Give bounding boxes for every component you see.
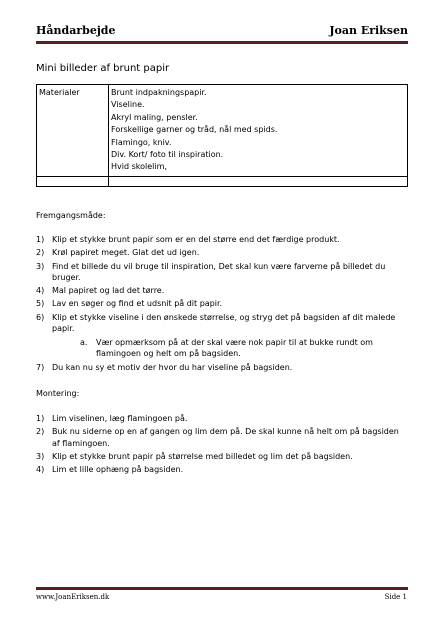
step-number: 3) [36,261,45,271]
materials-list [109,85,408,177]
material-item: Viseline. [111,100,145,110]
step-text: Klip et stykke viseline i den ønskede størrelse, og stryg det på bagsiden af dit malede papir. [52,312,396,333]
footer-page-number: Side 1 [384,593,407,601]
procedure-steps [36,234,408,375]
step-text: Krøl papiret meget. Glat det ud igen. [52,248,200,258]
step-text: Mal papiret og lad det tørre. [52,286,165,296]
procedure-step [36,247,408,258]
step-number: 1) [36,414,45,423]
header-author: Joan Eriksen [329,24,408,37]
step-text: Buk nu siderne op en af gangen og lim dem på. De skal kunne nå helt om på bagsiden af flamingoen. [52,427,399,448]
step-text: Find et billede du vil bruge til inspiration, Det skal kun være farverne på billedet du bruger. [52,261,386,282]
procedure-step [36,261,408,283]
procedure-step [36,312,408,334]
procedure-step [36,285,408,296]
step-number: 6) [36,312,45,322]
empty-cell [37,176,109,186]
page-header [36,24,408,40]
mounting-step [36,426,408,448]
procedure-step [36,234,408,245]
step-number: 1) [36,235,45,244]
mounting-heading: Montering: [36,389,80,398]
materials-table [36,84,408,187]
materials-row [37,85,408,177]
step-number: 4) [36,286,45,296]
materials-label: Materialer [37,85,109,177]
procedure-step [36,298,408,309]
material-item: Div. Kort/ foto til inspiration. [111,150,224,160]
material-item: Forskellige garner og tråd, nål med spids. [111,125,278,135]
step-text: Klip et stykke brunt papir som er en del større end det færdige produkt. [52,235,340,244]
step-number: 2) [36,427,45,437]
step-number: 4) [36,465,45,475]
material-item: Brunt indpakningspapir. [111,88,207,97]
procedure-step [36,362,408,373]
step-text: Lav en søger og find et udsnit på dit papir. [52,299,223,309]
document-title: Mini billeder af brunt papir [36,63,170,74]
empty-cell [109,176,408,186]
mounting-step [36,464,408,475]
footer-website: www.JoanEriksen.dk [36,593,110,601]
mounting-step [36,451,408,462]
material-item: Hvid skolelim, [111,162,167,172]
step-text: Du kan nu sy et motiv der hvor du har viseline på bagsiden. [52,362,293,372]
substep-letter: a. [80,338,88,348]
procedure-substep [36,337,408,359]
step-text: Klip et stykke brunt papir på størrelse med billedet og lim det på bagsiden. [52,451,353,461]
mounting-steps [36,413,408,477]
step-number: 5) [36,299,45,309]
step-number: 2) [36,248,45,258]
substep-text: Vær opmærksom på at der skal være nok papir til at bukke rundt om flamingoen og helt om på bagsiden. [96,338,373,359]
material-item: Akryl maling, pensler. [111,112,198,122]
procedure-heading: Fremgangsmåde: [36,211,106,220]
step-text: Lim et lille ophæng på bagsiden. [52,465,184,475]
material-item: Flamingo, kniv. [111,137,172,147]
step-text: Lim viselinen, læg flamingoen på. [52,414,188,423]
empty-table-row [37,176,408,186]
header-title: Håndarbejde [36,24,116,37]
footer-divider [36,587,408,590]
step-number: 3) [36,451,45,461]
header-divider [36,41,408,44]
step-number: 7) [36,362,45,372]
mounting-step [36,413,408,424]
